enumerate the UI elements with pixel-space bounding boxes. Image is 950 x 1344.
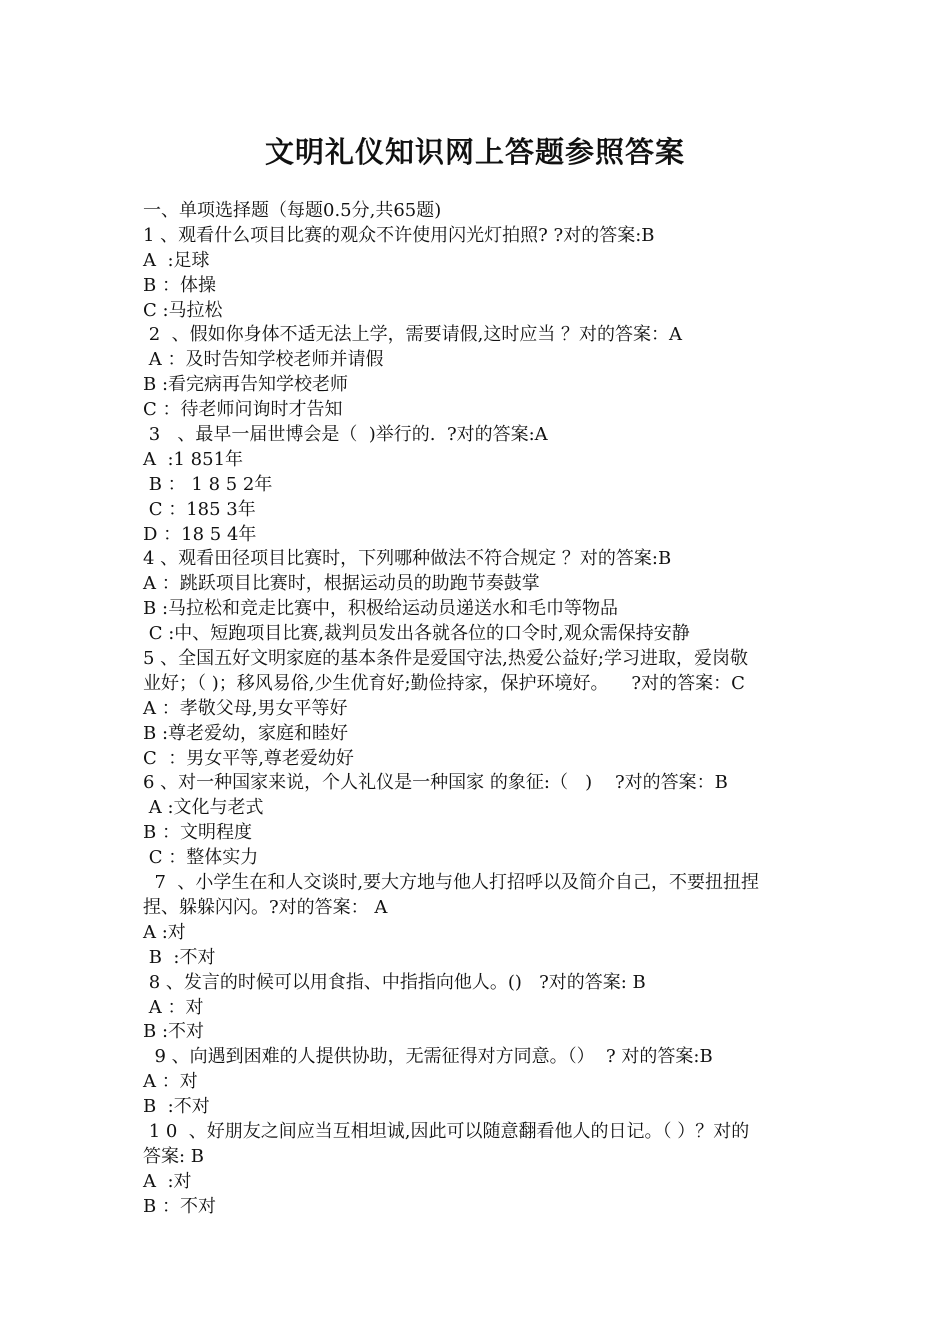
question-3-option-c: C ：185 3年: [143, 498, 256, 520]
question-4-option-b: B :马拉松和竞走比赛中，积极给运动员递送水和毛巾等物品: [143, 598, 619, 620]
question-4-option-a: A ：跳跃项目比赛时，根据运动员的助跑节奏鼓掌: [143, 573, 540, 595]
question-10-line-1: 1 0 、好朋友之间应当互相坦诚,因此可以随意翻看他人的日记。（ ）？对的: [143, 1120, 750, 1142]
document-title: 文明礼仪知识网上答题参照答案: [264, 135, 685, 169]
question-5-option-a: A ：孝敬父母,男女平等好: [143, 697, 348, 719]
question-3-option-b: B ： 1 8 5 2年: [143, 473, 273, 495]
question-9-option-b: B :不对: [143, 1096, 210, 1118]
question-10-line-2: 答案: B: [143, 1145, 205, 1167]
question-5-option-b: B :尊老爱幼，家庭和睦好: [143, 722, 349, 744]
question-2-option-b: B :看完病再告知学校老师: [143, 374, 349, 396]
question-4: 4 、观看田径项目比赛时，下列哪种做法不符合规定 ？对的答案:B: [143, 548, 672, 570]
question-7-option-a: A :对: [143, 921, 186, 943]
question-1-option-a: A :足球: [143, 249, 210, 271]
document-body: [143, 199, 809, 1220]
question-1-option-b: B ：体操: [143, 274, 216, 296]
question-5-line-1: 5 、全国五好文明家庭的基本条件是爱国守法,热爱公益好;学习进取，爱岗敬: [143, 648, 748, 670]
question-1: 1 、观看什么项目比赛的观众不许使用闪光灯拍照? ?对的答案:B: [143, 224, 655, 246]
question-2: 2 、假如你身体不适无法上学，需要请假,这时应当 ？对的答案：A: [143, 324, 683, 346]
section-heading: 一、单项选择题（每题0.5分,共65题): [143, 200, 442, 221]
question-1-option-c: C :马拉松: [143, 299, 223, 321]
question-5-line-2: 业好；（ )；移风易俗,少生优育好;勤俭持家，保护环境好。 ?对的答案：C: [143, 672, 745, 694]
question-7-line-1: 7 、小学生在和人交谈时,要大方地与他人打招呼以及简介自己，不要扭扭捏: [143, 872, 760, 894]
question-3-option-a: A :1 851年: [143, 448, 244, 470]
question-10-option-a: A :对: [143, 1170, 192, 1192]
question-8-option-a: A ：对: [143, 996, 204, 1018]
question-8: 8 、发言的时候可以用食指、中指指向他人。() ?对的答案: B: [143, 971, 646, 993]
question-3: 3 、最早一届世博会是（ )举行的. ?对的答案:A: [143, 424, 548, 446]
question-6: 6 、对一种国家来说，个人礼仪是一种国家 的象征:（ ) ?对的答案：B: [143, 772, 728, 794]
question-3-option-d: D ：18 5 4年: [143, 523, 257, 545]
question-5-option-c: C ：男女平等,尊老爱幼好: [143, 747, 354, 769]
question-9: 9 、向遇到困难的人提供协助，无需征得对方同意。（） ? 对的答案:B: [143, 1046, 713, 1068]
question-6-option-a: A :文化与老式: [143, 797, 264, 819]
question-8-option-b: B :不对: [143, 1021, 205, 1043]
question-6-option-c: C ：整体实力: [143, 847, 259, 869]
question-2-option-c: C ：待老师问询时才告知: [143, 399, 343, 421]
question-6-option-b: B ：文明程度: [143, 822, 252, 844]
question-4-option-c: C :中、短跑项目比赛,裁判员发出各就各位的口令时,观众需保持安静: [143, 623, 690, 645]
question-7-line-2: 捏、躲躲闪闪。?对的答案： A: [143, 896, 388, 918]
question-9-option-a: A ：对: [143, 1071, 198, 1093]
question-7-option-b: B :不对: [143, 946, 216, 968]
question-2-option-a: A ：及时告知学校老师并请假: [143, 349, 384, 371]
question-10-option-b: B ：不对: [143, 1195, 216, 1217]
